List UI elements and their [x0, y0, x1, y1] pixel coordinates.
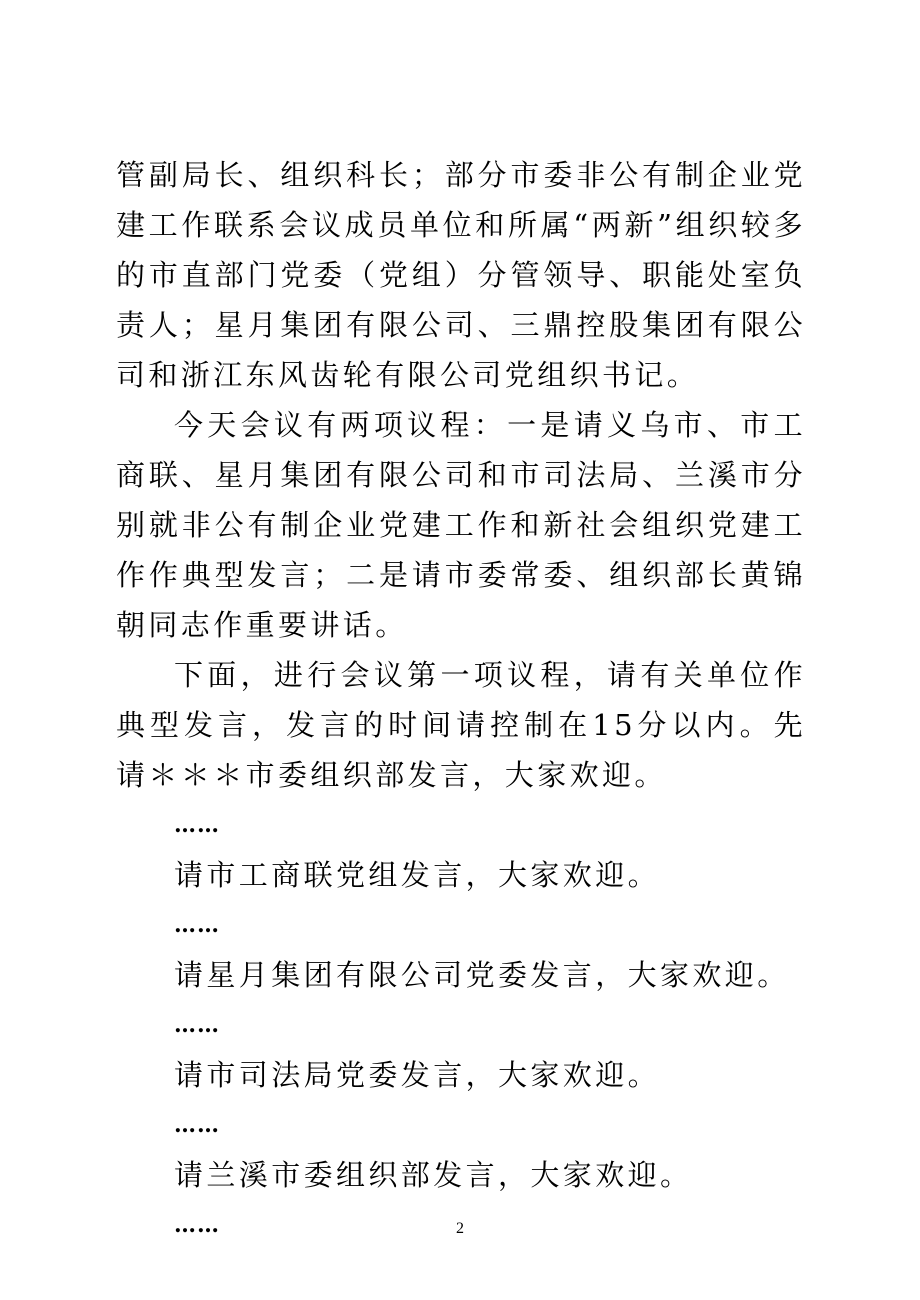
paragraph-first-item: 下面，进行会议第一项议程，请有关单位作典型发言，发言的时间请控制在15分以内。先请＊＊＊市委组织部发言，大家欢迎。 — [116, 658, 806, 792]
ellipsis-2: …… — [174, 912, 220, 938]
document-body — [116, 150, 806, 1250]
speaker-line-2: 请星月集团有限公司党委发言，大家欢迎。 — [174, 958, 790, 992]
ellipsis-3: …… — [174, 1012, 220, 1038]
ellipsis-4: …… — [174, 1112, 220, 1138]
ellipsis-1: …… — [174, 812, 220, 838]
paragraph-agenda: 今天会议有两项议程：一是请义乌市、市工商联、星月集团有限公司和市司法局、兰溪市分别就非公有制企业党建工作和新社会组织党建工作作典型发言；二是请市委常委、组织部长黄锦朝同志作重要讲话。 — [116, 408, 806, 642]
page-number: 2 — [456, 1220, 464, 1237]
speaker-line-3: 请市司法局党委发言，大家欢迎。 — [174, 1058, 661, 1092]
ellipsis-5: …… — [174, 1212, 220, 1238]
speaker-line-4: 请兰溪市委组织部发言，大家欢迎。 — [174, 1158, 693, 1192]
paragraph-attendees: 管副局长、组织科长；部分市委非公有制企业党建工作联系会议成员单位和所属“两新”组织较多的市直部门党委（党组）分管领导、职能处室负责人；星月集团有限公司、三鼎控股集团有限公司和浙江东风齿轮有限公司党组织书记。 — [116, 158, 806, 392]
speaker-line-1: 请市工商联党组发言，大家欢迎。 — [174, 858, 661, 892]
